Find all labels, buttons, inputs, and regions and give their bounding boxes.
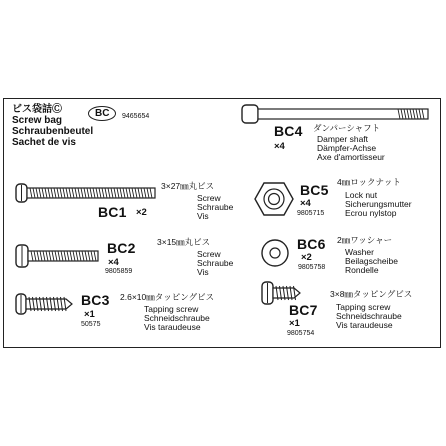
bc2-name-de: Schraube	[197, 258, 234, 268]
bc2-part-number: 9805859	[105, 268, 133, 275]
bag-part-number: 9465654	[122, 113, 150, 120]
bc2-name-en: Screw	[197, 249, 221, 259]
bag-title-jp: ビス袋詰Ⓒ	[12, 104, 62, 115]
bc7-part-number: 9805754	[287, 330, 315, 337]
bc4-name-en: Damper shaft	[317, 134, 369, 144]
bc6-name-en: Washer	[345, 247, 374, 257]
bc3-part-number: 50575	[81, 321, 101, 328]
bc5-name-en: Lock nut	[345, 190, 378, 200]
bc6-part-number: 9805758	[298, 264, 326, 271]
bc1-code: BC1	[98, 204, 127, 220]
bc3-code: BC3	[81, 292, 110, 308]
bc1-name-en: Screw	[197, 193, 221, 203]
bc3-name-jp: 2.6×10㎜タッピングビス	[120, 292, 215, 302]
bc7-name-jp: 3×8㎜タッピングビス	[330, 289, 413, 299]
bc7-code: BC7	[289, 302, 318, 318]
damper-shaft-icon	[240, 103, 436, 125]
bc7-name-en: Tapping screw	[336, 302, 391, 312]
bc1-name-de: Schraube	[197, 202, 234, 212]
screw-15mm-icon	[14, 243, 102, 269]
bc3-name-fr: Vis taraudeuse	[144, 322, 201, 332]
bc2-code: BC2	[107, 240, 136, 256]
bc3-name-de: Schneidschraube	[144, 313, 210, 323]
bc6-name-de: Beilagscheibe	[345, 256, 398, 266]
bc4-name-jp: ダンパーシャフト	[313, 123, 381, 133]
bc4-qty: ×4	[274, 141, 285, 152]
lock-nut-icon	[254, 181, 294, 217]
bc1-name-jp: 3×27㎜丸ビス	[161, 181, 215, 191]
bc7-name-fr: Vis taraudeuse	[336, 320, 393, 330]
bc1-qty: ×2	[136, 207, 147, 218]
bc3-qty: ×1	[84, 309, 95, 320]
bc5-name-fr: Ecrou nylstop	[345, 208, 397, 218]
bag-title-fr: Sachet de vis	[12, 137, 76, 148]
bc5-part-number: 9805715	[297, 210, 325, 217]
bc5-name-de: Sicherungsmutter	[345, 199, 412, 209]
bc2-name-fr: Vis	[197, 267, 209, 277]
screw-27mm-icon	[14, 182, 160, 204]
parts-panel	[3, 98, 441, 348]
bc2-qty: ×4	[108, 257, 119, 268]
bag-title-en: Screw bag	[12, 115, 63, 126]
bc6-name-fr: Rondelle	[345, 265, 379, 275]
bc1-name-fr: Vis	[197, 211, 209, 221]
washer-icon	[260, 238, 290, 268]
bc3-name-en: Tapping screw	[144, 304, 199, 314]
bc4-name-fr: Axe d'amortisseur	[317, 152, 385, 162]
bc4-name-de: Dämpfer-Achse	[317, 143, 377, 153]
bc5-code: BC5	[300, 182, 329, 198]
bc5-qty: ×4	[300, 198, 311, 209]
bag-title-de: Schraubenbeutel	[12, 126, 94, 137]
bc4-code: BC4	[274, 123, 303, 139]
bc7-name-de: Schneidschraube	[336, 311, 402, 321]
bc6-qty: ×2	[301, 252, 312, 263]
bc6-name-jp: 2㎜ワッシャー	[337, 235, 393, 245]
bc2-name-jp: 3×15㎜丸ビス	[157, 237, 211, 247]
bag-badge: BC	[88, 103, 116, 121]
bc5-name-jp: 4㎜ロックナット	[337, 177, 401, 187]
bc7-qty: ×1	[289, 318, 300, 329]
tapping-screw-10mm-icon	[14, 292, 76, 316]
bc6-code: BC6	[297, 236, 326, 252]
